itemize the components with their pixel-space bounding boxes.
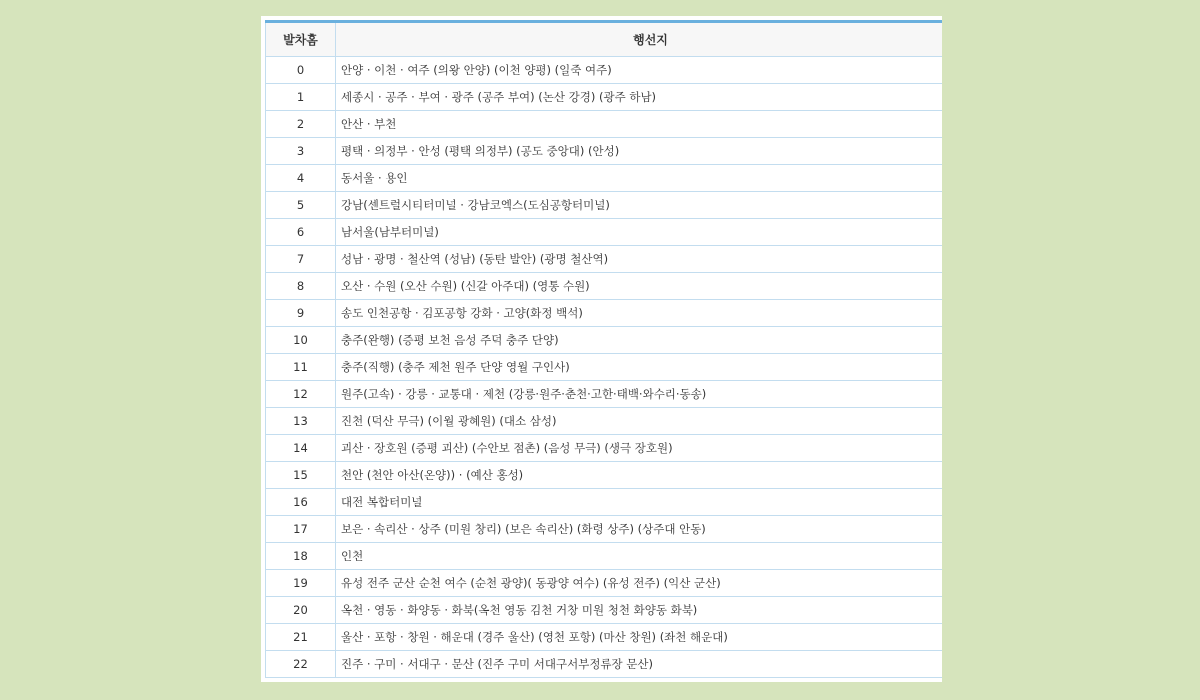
platform-column-header: 발차홈 — [266, 22, 336, 57]
destination-cell: 원주(고속) · 강릉 · 교통대 · 제천 (강릉·원주·춘천·고한·태백·와수리·동송) — [336, 381, 943, 408]
table-row — [266, 381, 943, 408]
platform-number-cell: 4 — [266, 165, 336, 192]
table-row — [266, 462, 943, 489]
table-row — [266, 57, 943, 84]
destination-cell: 유성 전주 군산 순천 여수 (순천 광양)( 동광양 여수) (유성 전주) (익산 군산) — [336, 570, 943, 597]
platform-number-cell: 12 — [266, 381, 336, 408]
platform-number-cell: 21 — [266, 624, 336, 651]
platform-number-cell: 18 — [266, 543, 336, 570]
destination-cell: 울산 · 포항 · 창원 · 해운대 (경주 울산) (영천 포항) (마산 창원) (좌천 해운대) — [336, 624, 943, 651]
table-row — [266, 327, 943, 354]
destination-cell: 옥천 · 영동 · 화양동 · 화북(옥천 영동 김천 거창 미원 청천 화양동 화북) — [336, 597, 943, 624]
table-body — [266, 57, 943, 678]
destination-cell: 평택 · 의정부 · 안성 (평택 의정부) (공도 중앙대) (안성) — [336, 138, 943, 165]
destination-cell: 동서울 · 용인 — [336, 165, 943, 192]
destination-cell: 괴산 · 장호원 (증평 괴산) (수안보 점촌) (음성 무극) (생극 장호원) — [336, 435, 943, 462]
platform-number-cell: 16 — [266, 489, 336, 516]
destination-cell: 인천 — [336, 543, 943, 570]
platform-number-cell: 0 — [266, 57, 336, 84]
table-row — [266, 273, 943, 300]
table-row — [266, 138, 943, 165]
platform-number-cell: 1 — [266, 84, 336, 111]
destination-cell: 안양 · 이천 · 여주 (의왕 안양) (이천 양평) (일죽 여주) — [336, 57, 943, 84]
destination-cell: 송도 인천공항 · 김포공항 강화 · 고양(화정 백석) — [336, 300, 943, 327]
destination-cell: 성남 · 광명 · 철산역 (성남) (동탄 발안) (광명 철산역) — [336, 246, 943, 273]
platform-number-cell: 17 — [266, 516, 336, 543]
table-row — [266, 111, 943, 138]
table-row — [266, 516, 943, 543]
destination-cell: 강남(센트럴시티터미널 · 강남코엑스(도심공항터미널) — [336, 192, 943, 219]
destination-cell: 진천 (덕산 무극) (이월 광혜원) (대소 삼성) — [336, 408, 943, 435]
platform-number-cell: 2 — [266, 111, 336, 138]
destination-cell: 안산 · 부천 — [336, 111, 943, 138]
platform-number-cell: 6 — [266, 219, 336, 246]
table-row — [266, 597, 943, 624]
platform-number-cell: 5 — [266, 192, 336, 219]
table-row — [266, 165, 943, 192]
table-row — [266, 246, 943, 273]
header-row — [266, 22, 943, 57]
table-row — [266, 651, 943, 678]
destination-cell: 남서울(남부터미널) — [336, 219, 943, 246]
timetable-panel — [261, 16, 942, 682]
platform-number-cell: 20 — [266, 597, 336, 624]
platform-number-cell: 11 — [266, 354, 336, 381]
table-row — [266, 570, 943, 597]
destination-cell: 천안 (천안 아산(온양)) · (예산 홍성) — [336, 462, 943, 489]
platform-number-cell: 15 — [266, 462, 336, 489]
destination-cell: 진주 · 구미 · 서대구 · 문산 (진주 구미 서대구서부정류장 문산) — [336, 651, 943, 678]
destination-column-header: 행선지 — [336, 22, 943, 57]
table-row — [266, 192, 943, 219]
destination-cell: 오산 · 수원 (오산 수원) (신갈 아주대) (영통 수원) — [336, 273, 943, 300]
platform-number-cell: 8 — [266, 273, 336, 300]
table-row — [266, 489, 943, 516]
table-row — [266, 408, 943, 435]
table-row — [266, 435, 943, 462]
destination-cell: 충주(직행) (충주 제천 원주 단양 영월 구인사) — [336, 354, 943, 381]
destination-cell: 세종시 · 공주 · 부여 · 광주 (공주 부여) (논산 강경) (광주 하남) — [336, 84, 943, 111]
table-row — [266, 624, 943, 651]
table-row — [266, 84, 943, 111]
table-row — [266, 543, 943, 570]
table-header — [266, 22, 943, 57]
destination-cell: 대전 복합터미널 — [336, 489, 943, 516]
platform-number-cell: 14 — [266, 435, 336, 462]
platform-destination-table — [265, 20, 942, 678]
platform-number-cell: 19 — [266, 570, 336, 597]
platform-number-cell: 9 — [266, 300, 336, 327]
table-row — [266, 354, 943, 381]
table-row — [266, 219, 943, 246]
destination-cell: 보은 · 속리산 · 상주 (미원 창리) (보은 속리산) (화령 상주) (상주대 안동) — [336, 516, 943, 543]
platform-number-cell: 22 — [266, 651, 336, 678]
platform-number-cell: 10 — [266, 327, 336, 354]
destination-cell: 충주(완행) (증평 보천 음성 주덕 충주 단양) — [336, 327, 943, 354]
platform-number-cell: 13 — [266, 408, 336, 435]
platform-number-cell: 7 — [266, 246, 336, 273]
platform-number-cell: 3 — [266, 138, 336, 165]
table-row — [266, 300, 943, 327]
